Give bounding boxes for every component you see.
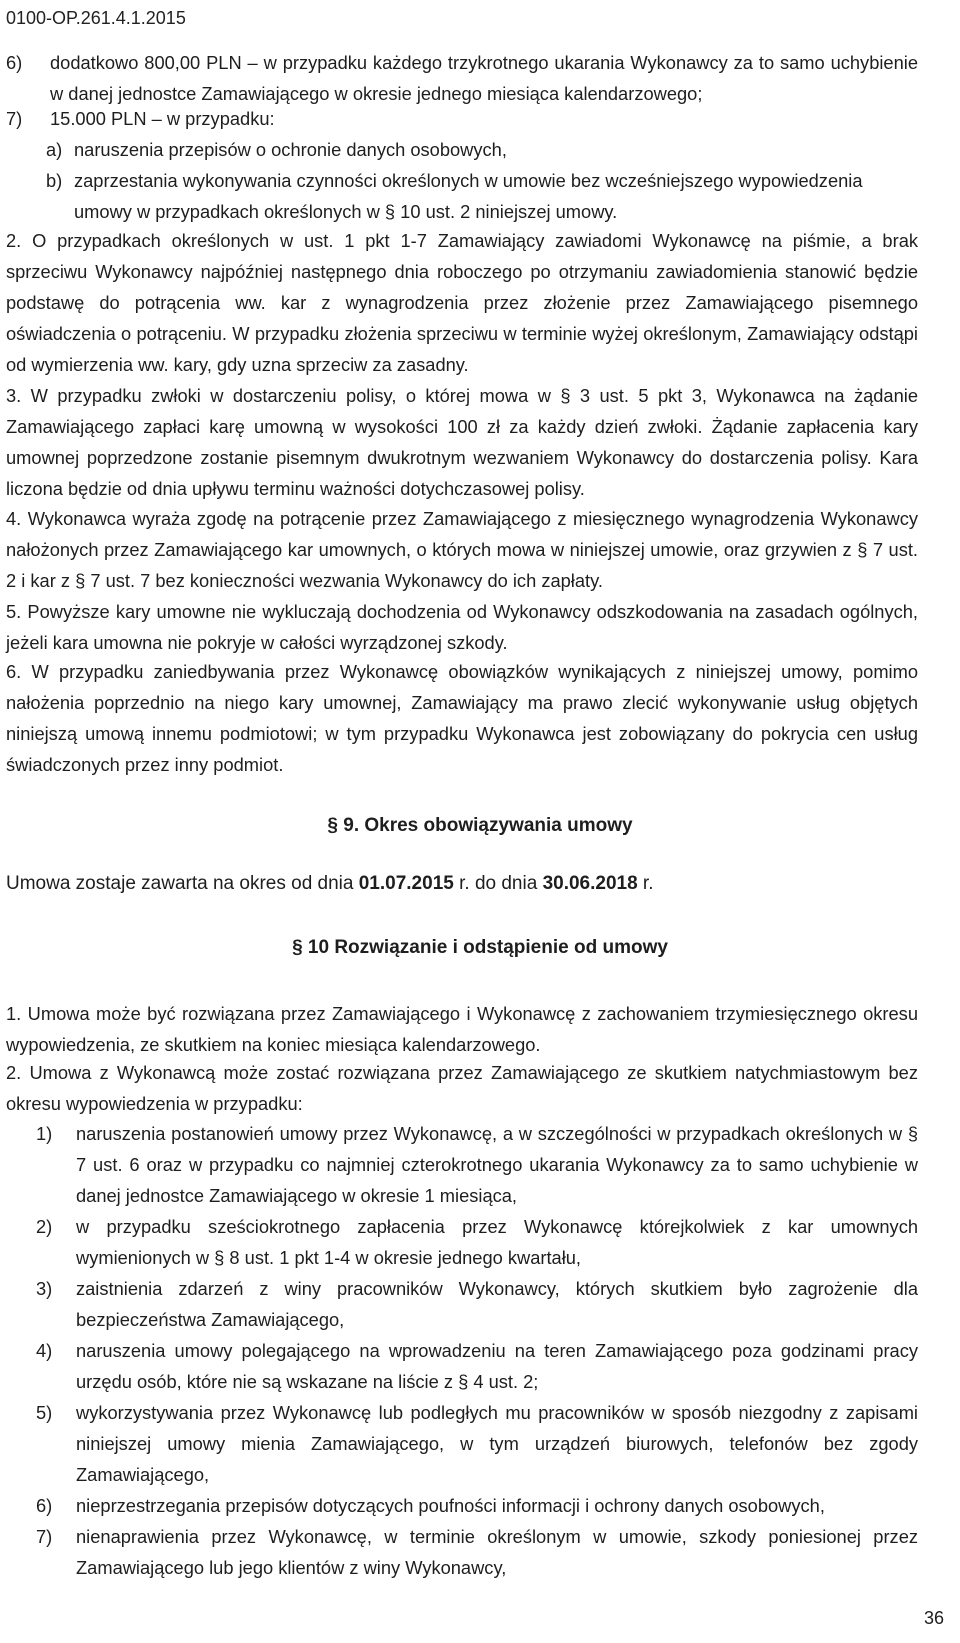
paragraph: 2. O przypadkach określonych w ust. 1 pkt 1-7 Zamawiający zawiadomi Wykonawcę na piśmie, a brak sprzeciwu Wykonawcy najpóźniej następnego dnia roboczego po otrzymaniu zawiadomienia stanowić będzie podstawę do potrącenia ww. kar z wynagrodzenia przez złożenie przez Zamawiającego pisemnego oświadczenia o potrąceniu. W przypadku złożenia sprzeciwu w terminie wyżej określonym, Zamawiający odstąpi od wymierzenia ww. kary, gdy uzna sprzeciw za zasadny. xyxy=(6,230,918,375)
document-reference-code: 0100-OP.261.4.1.2015 xyxy=(6,8,186,28)
list-item-text: w przypadku sześciokrotnego zapłacenia przez Wykonawcę którejkolwiek z kar umownych wymienionych w § 8 ust. 1 pkt 1-4 w okresie jednego kwartału, xyxy=(76,1216,918,1268)
paragraph: 3. W przypadku zwłoki w dostarczeniu polisy, o której mowa w § 3 ust. 5 pkt 3, Wykonawca na żądanie Zamawiającego zapłaci karę umowną w wysokości 100 zł za każdy dzień zwłoki. Żądanie zapłacenia kary umownej poprzedzone zostanie pisemnym dwukrotnym wezwaniem Wykonawcy do dostarczenia polisy. Kara liczona będzie od dnia upływu terminu ważności dotychczasowej polisy. xyxy=(6,385,918,499)
paragraph: 1. Umowa może być rozwiązana przez Zamawiającego i Wykonawcę z zachowaniem trzymiesięcznego okresu wypowiedzenia, ze skutkiem na koniec miesiąca kalendarzowego. xyxy=(6,1003,918,1055)
page-number: 36 xyxy=(923,1608,944,1628)
list-item xyxy=(36,1490,918,1521)
list-item-label: 6) xyxy=(6,52,23,73)
list-item-label: 2) xyxy=(36,1216,53,1237)
list-item-text: 15.000 PLN – w przypadku: xyxy=(50,108,275,129)
paragraph: 6. W przypadku zaniedbywania przez Wykonawcę obowiązków wynikających z niniejszej umowy, pomimo nałożenia poprzednio na niego kary umownej, Zamawiający ma prawo zlecić wykonywanie usług objętych niniejszą umową innemu podmiotowi; w tym przypadku Wykonawca jest zobowiązany do pokrycia cen usług świadczonych przez inny podmiot. xyxy=(6,661,918,775)
list-item-text: nieprzestrzegania przepisów dotyczących poufności informacji i ochrony danych osobowych, xyxy=(76,1495,825,1516)
contract-period-text xyxy=(6,873,918,895)
sub-list-item-text: naruszenia przepisów o ochronie danych osobowych, xyxy=(74,139,507,160)
list-item xyxy=(6,47,918,109)
sub-list-item xyxy=(46,134,918,165)
list-item-label: 7) xyxy=(36,1526,53,1547)
list-item-text: dodatkowo 800,00 PLN – w przypadku każdego trzykrotnego ukarania Wykonawcy za to samo uchybienie w danej jednostce Zamawiającego w okresie jednego miesiąca kalendarzowego; xyxy=(50,52,918,104)
contract-period-suffix: r. xyxy=(637,873,654,894)
list-item xyxy=(36,1211,918,1273)
sub-list-item-text: zaprzestania wykonywania czynności określonych w umowie bez wcześniejszego wypowiedzenia umowy w przypadkach określonych w § 10 ust. 2 niniejszej umowy. xyxy=(74,170,863,222)
list-item xyxy=(36,1118,918,1211)
date-to: 30.06.2018 xyxy=(542,873,638,894)
list-item-label: 1) xyxy=(36,1123,53,1144)
list-item xyxy=(36,1397,918,1490)
list-item-label: 5) xyxy=(36,1402,53,1423)
sub-list-item xyxy=(46,165,918,227)
date-from: 01.07.2015 xyxy=(358,873,454,894)
section-heading: § 10 Rozwiązanie i odstąpienie od umowy xyxy=(292,937,668,958)
list-item-text: zaistnienia zdarzeń z winy pracowników Wykonawcy, których skutkiem było zagrożenie dla bezpieczeństwa Zamawiającego, xyxy=(76,1278,918,1330)
list-item-text: wykorzystywania przez Wykonawcę lub podległych mu pracowników w sposób niezgodny z zapisami niniejszej umowy mienia Zamawiającego, w tym urządzeń biurowych, telefonów bez zgody Zamawiającego, xyxy=(76,1402,918,1485)
list-item xyxy=(6,103,918,134)
sub-list-item-label: a) xyxy=(46,139,63,160)
list-item xyxy=(36,1273,918,1335)
paragraph: 4. Wykonawca wyraża zgodę na potrącenie przez Zamawiającego z miesięcznego wynagrodzenia Wykonawcy nałożonych przez Zamawiającego kar umownych, o których mowa w niniejszej umowie, oraz grzywien z § 7 ust. 2 i kar z § 7 ust. 7 bez konieczności wezwania Wykonawcy do ich zapłaty. xyxy=(6,508,918,591)
contract-period-prefix: Umowa zostaje zawarta na okres od dnia xyxy=(6,873,359,894)
sub-list-item-label: b) xyxy=(46,170,63,191)
list-item xyxy=(36,1521,918,1583)
section-heading: § 9. Okres obowiązywania umowy xyxy=(327,815,633,836)
list-item-label: 6) xyxy=(36,1495,53,1516)
paragraph: 5. Powyższe kary umowne nie wykluczają dochodzenia od Wykonawcy odszkodowania na zasadach ogólnych, jeżeli kara umowna nie pokryje w całości wyrządzonej szkody. xyxy=(6,601,918,653)
list-item-label: 3) xyxy=(36,1278,53,1299)
list-item-label: 4) xyxy=(36,1340,53,1361)
list-item-text: naruszenia postanowień umowy przez Wykonawcę, a w szczególności w przypadkach określonych w § 7 ust. 6 oraz w przypadku co najmniej czterokrotnego ukarania Wykonawcy za to samo uchybienie w danej jednostce Zamawiającego w okresie 1 miesiąca, xyxy=(76,1123,918,1206)
list-item-text: nienaprawienia przez Wykonawcę, w terminie określonym w umowie, szkody poniesionej przez Zamawiającego lub jego klientów z winy Wykonawcy, xyxy=(76,1526,918,1578)
list-item-label: 7) xyxy=(6,108,23,129)
paragraph: 2. Umowa z Wykonawcą może zostać rozwiązana przez Zamawiającego ze skutkiem natychmiastowym bez okresu wypowiedzenia w przypadku: xyxy=(6,1062,918,1114)
list-item xyxy=(36,1335,918,1397)
list-item-text: naruszenia umowy polegającego na wprowadzeniu na teren Zamawiającego poza godzinami pracy urzędu osób, które nie są wskazane na liście z § 4 ust. 2; xyxy=(76,1340,918,1392)
contract-period-middle: r. do dnia xyxy=(453,873,543,894)
